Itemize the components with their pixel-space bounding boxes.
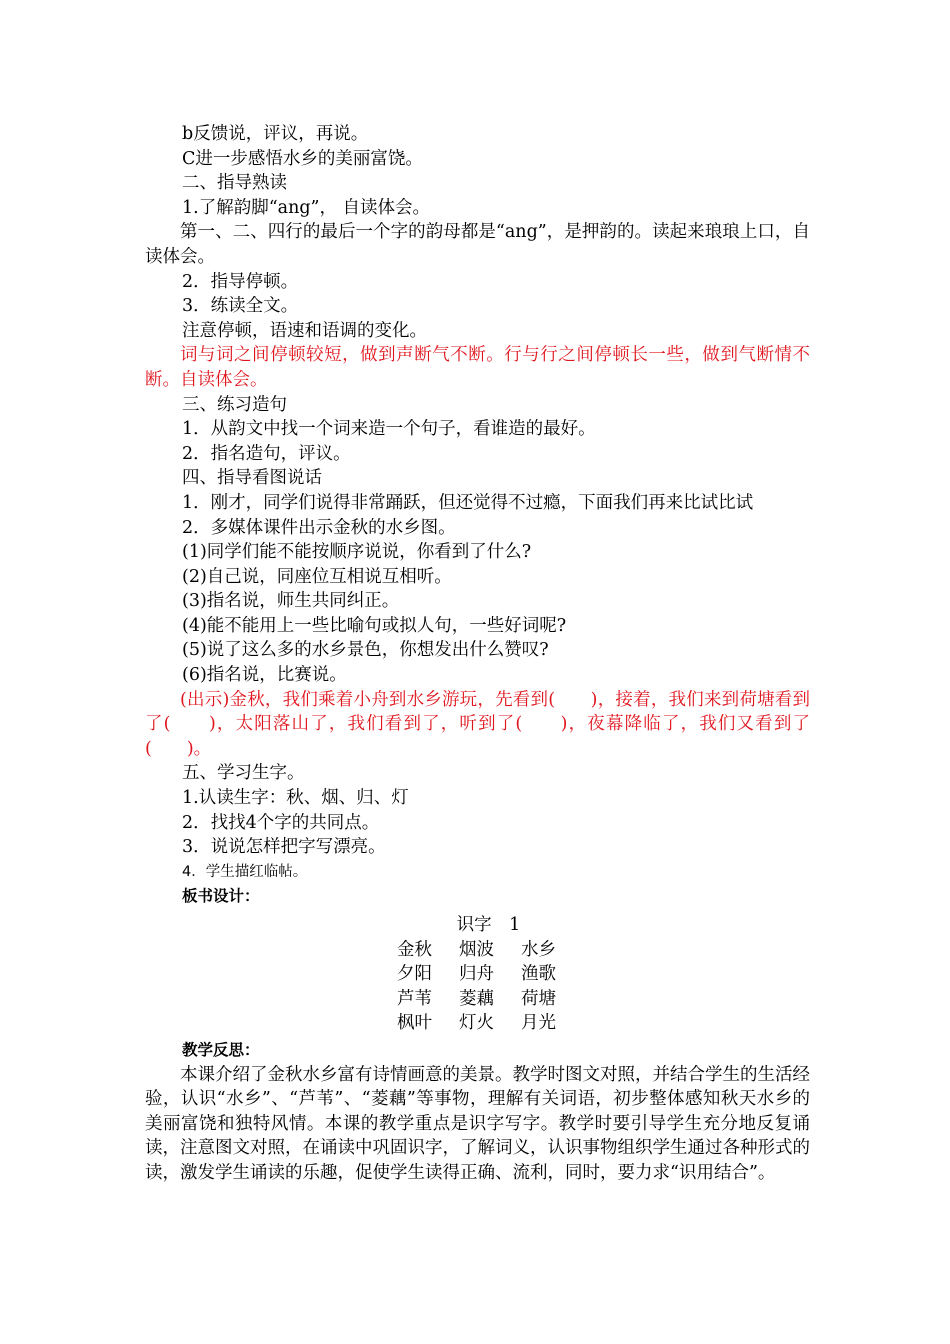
board-design-heading: 板书设计： xyxy=(182,887,260,906)
text-line: (1)同学们能不能按顺序说说，你看到了什么? xyxy=(182,542,532,563)
board-cell: 水乡 xyxy=(521,939,556,960)
lesson-content xyxy=(145,122,810,1186)
board-title: 识字 1 xyxy=(456,915,521,935)
board-row xyxy=(397,987,583,1012)
text-line: 3．说说怎样把字写漂亮。 xyxy=(182,837,386,858)
board-cell: 菱藕 xyxy=(459,988,494,1009)
section-heading: 二、指导熟读 xyxy=(182,173,287,194)
highlight-paragraph: (出示)金秋，我们乘着小舟到水乡游玩，先看到( )，接着，我们来到荷塘看到了( )，太阳落山了，我们看到了，听到了( )，夜幕降临了，我们又看到了( )。 xyxy=(145,689,810,759)
text-line: (5)说了这么多的水乡景色，你想发出什么赞叹? xyxy=(182,640,549,661)
board-cell: 月光 xyxy=(521,1013,556,1034)
board-design xyxy=(145,913,810,1036)
board-cell: 枫叶 xyxy=(397,1013,432,1034)
text-line: 2．指名造句，评议。 xyxy=(182,443,351,464)
text-line: 2．找找4个字的共同点。 xyxy=(182,812,380,833)
text-line: (2)自己说，同座位互相说互相听。 xyxy=(182,566,452,587)
text-line: 3．练读全文。 xyxy=(182,296,299,317)
reflection-heading: 教学反思： xyxy=(182,1040,260,1059)
board-cell: 灯火 xyxy=(459,1013,494,1034)
section-heading: 四、指导看图说话 xyxy=(182,468,322,489)
text-line: 注意停顿，语速和语调的变化。 xyxy=(182,320,427,341)
text-line: 1.认读生字：秋、烟、归、灯 xyxy=(182,788,409,809)
section-heading: 三、练习造句 xyxy=(182,394,287,415)
highlight-paragraph: 词与词之间停顿较短，做到声断气不断。行与行之间停顿长一些，做到气断情不断。自读体会。 xyxy=(145,345,810,390)
board-row xyxy=(397,962,583,987)
text-line: (6)指名说，比赛说。 xyxy=(182,665,347,686)
text-line: C进一步感悟水乡的美丽富饶。 xyxy=(182,148,423,169)
text-line: (4)能不能用上一些比喻句或拟人句，一些好词呢? xyxy=(182,615,567,636)
board-row xyxy=(397,1011,583,1036)
board-cell: 芦苇 xyxy=(397,988,432,1009)
text-line: 4．学生描红临帖。 xyxy=(182,863,308,880)
text-paragraph: 第一、二、四行的最后一个字的韵母都是“ang”，是押韵的。读起来琅琅上口，自读体会。 xyxy=(145,222,810,267)
text-line: b反馈说，评议，再说。 xyxy=(182,124,369,144)
text-line: 2．指导停顿。 xyxy=(182,271,299,292)
board-row xyxy=(397,938,583,963)
section-heading: 五、学习生字。 xyxy=(182,763,305,784)
text-line: 1.了解韵脚“ang”， 自读体会。 xyxy=(182,197,431,218)
text-line: 1．刚才，同学们说得非常踊跃，但还觉得不过瘾，下面我们再来比试比试 xyxy=(182,492,754,513)
text-line: 1．从韵文中找一个词来造一个句子，看谁造的最好。 xyxy=(182,419,596,440)
board-cell: 归舟 xyxy=(459,964,494,985)
board-cell: 烟波 xyxy=(459,939,494,960)
reflection-paragraph: 本课介绍了金秋水乡富有诗情画意的美景。教学时图文对照，并结合学生的生活经验，认识“水乡”、“芦苇”、“菱藕”等事物，理解有关词语，初步整体感知秋天水乡的美丽富饶和独特风情。本课的教学重点是识字写字。教学时要引导学生充分地反复诵读，注意图文对照，在诵读中巩固识字，了解词义，认识事物组织学生通过各种形式的读，激发学生诵读的乐趣，促使学生读得正确、流利，同时，要力求“识用结合”。 xyxy=(145,1064,810,1183)
text-line: 2．多媒体课件出示金秋的水乡图。 xyxy=(182,517,456,538)
board-cell: 金秋 xyxy=(397,939,432,960)
board-cell: 荷塘 xyxy=(521,988,556,1009)
board-grid xyxy=(397,938,583,1036)
board-cell: 夕阳 xyxy=(397,964,432,985)
board-cell: 渔歌 xyxy=(521,964,556,985)
text-line: (3)指名说，师生共同纠正。 xyxy=(182,591,400,612)
